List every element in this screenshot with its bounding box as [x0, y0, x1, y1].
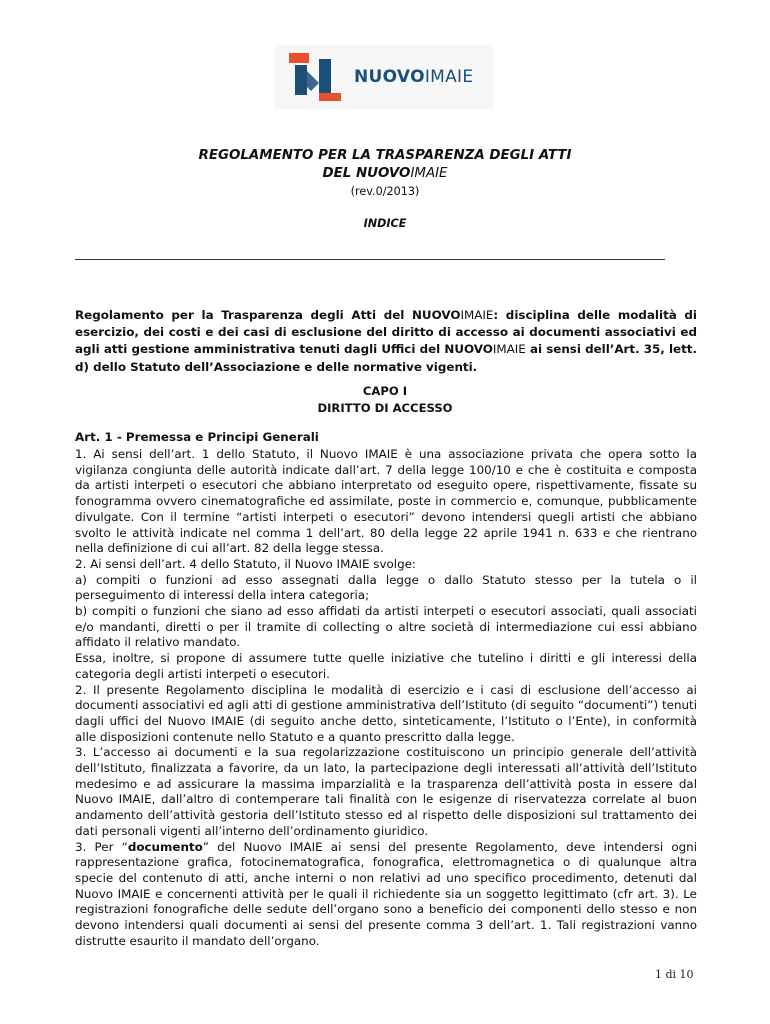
logo-n-mark-icon: [289, 53, 343, 101]
index-heading: INDICE: [363, 217, 407, 230]
document-title-line1: REGOLAMENTO PER LA TRASPARENZA DEGLI ATTI: [198, 148, 572, 163]
article-heading: Art. 1 - Premessa e Principi Generali: [75, 430, 319, 444]
p5-rest: ” del Nuovo IMAIE ai sensi del presente Regolamento, deve intendersi ogni rappresentazione grafica, fotocinematografica, fonografica, elettromagnetica o di qualunque altra specie del contenuto di atti, anche interni o non relativi ad uno specifico procedimento, detenuti dal Nuovo IMAIE e concernenti attività per le quali il richiedente sia un soggetto legittimato (cfr art. 3). Le registrazioni fonografiche delle sedute dell’organo sono a beneficio dei componenti dello stesso e non devono intendersi quali documenti ai sensi del presente comma 3 dell’art. 1. Tali registrazioni vanno distrutte esaurito il mandato dell’organo.: [75, 839, 697, 948]
paragraph-1: 1. Ai sensi dell’art. 1 dello Statuto, il Nuovo IMAIE è una associazione privata che opera sotto la vigilanza congiunta delle autorità indicate dall’art. 7 della legge 100/10 e che è costituita e composta da artisti interpeti o esecutori che abbiano interpretato od eseguito opere, rispettivamente, fissate su fonogramma ovvero cinematografiche ed assimilate, poste in commercio e, comunque, pubblicamente divulgate. Con il termine “artisti interpeti o esecutori” devono intendersi quegli artisti che abbiano svolto le attività indicate nel comma 1 dell’art. 80 della legge 22 aprile 1941 n. 633 e che rientrano nella definizione di cui all’art. 82 della legge stessa.: [75, 447, 697, 556]
chapter-title: DIRITTO DI ACCESSO: [317, 401, 453, 415]
paragraph-4: 3. L’accesso ai documenti e la sua regolarizzazione costituiscono un principio generale dell’attività dell’Istituto, finalizzata a favorire, da un lato, la partecipazione degli interessati all’attività dell’Istituto medesimo e ad assicurare la massima imparzialità e la trasparenza dell’attività posta in essere dal Nuovo IMAIE, dall’altro di contemperare tali finalità con le esigenze di riservatezza correlate al buon andamento dell’attività gestoria dell’Istituto stesso ed al rispetto delle disposizioni sul trattamento dei dati personali vigenti all’interno dell’ordinamento giuridico.: [75, 745, 697, 838]
p5-term-documento: documento: [127, 839, 203, 854]
title-brand-bold: NUOVO: [355, 166, 411, 181]
paragraph-5: [75, 840, 697, 950]
intro-brand-light-2: IMAIE: [492, 342, 526, 357]
title-prefix: DEL: [322, 166, 356, 181]
intro-part3: ai sensi dell’Art. 35, lett. d) dello Statuto dell’Associazione e delle normative vigenti.: [75, 342, 697, 374]
intro-brand-light-1: IMAIE: [460, 308, 494, 322]
page-number: 1 di 10: [655, 968, 694, 981]
nuovo-imaie-logo: [275, 45, 494, 109]
logo-brand-light: IMAIE: [424, 67, 474, 87]
paragraph-2b: b) compiti o funzioni che siano ad esso affidati da artisti interpeti o esecutori associati, quali associati e/o mandanti, diretti o per il tramite di collecting o altre società di intermediazione cui essi abbiano affidato il relativo mandato.: [75, 604, 697, 650]
p5-start: 3. Per “: [75, 839, 128, 854]
revision-label: (rev.0/2013): [350, 185, 420, 198]
title-brand-light: IMAIE: [410, 166, 448, 181]
chapter-number: CAPO I: [362, 384, 408, 398]
article-body: [75, 447, 697, 950]
paragraph-3: 2. Il presente Regolamento disciplina le modalità di esercizio e i casi di esclusione dell’accesso ai documenti associativi ed agli atti di gestione amministrativa dell’Istituto (di seguito “documenti”) tenuti dagli uffici del Nuovo IMAIE (di seguito anche detto, sinteticamente, l’Istituto o l’Ente), in conformità alle disposizioni contenute nello Statuto e a quanto prescritto dalla legge.: [75, 682, 697, 744]
paragraph-2: 2. Ai sensi dell’art. 4 dello Statuto, il Nuovo IMAIE svolge:: [75, 556, 416, 571]
separator-rule: [75, 259, 665, 260]
intro-part1: Regolamento per la Trasparenza degli Atti del NUOVO: [75, 308, 461, 322]
intro-part2: : disciplina delle modalità di esercizio, dei costi e dei casi di esclusione del diritto di accesso ai documenti associativi ed agli atti gestione amministrativa tenuti dagli Uffici del NUOVO: [75, 308, 698, 357]
logo-brand-bold: NUOVO: [354, 67, 425, 87]
intro-paragraph: [75, 307, 697, 376]
paragraph-2a: a) compiti o funzioni ad esso assegnati dalla legge o dallo Statuto stesso per la tutela o il perseguimento di interessi della intera categoria;: [75, 572, 697, 603]
document-title-line2: [73, 166, 697, 181]
logo-wordmark: [354, 67, 473, 87]
paragraph-2c: Essa, inoltre, si propone di assumere tutte quelle iniziative che tutelino i diritti e gli interessi della categoria degli artisti interpeti o esecutori.: [75, 651, 697, 681]
